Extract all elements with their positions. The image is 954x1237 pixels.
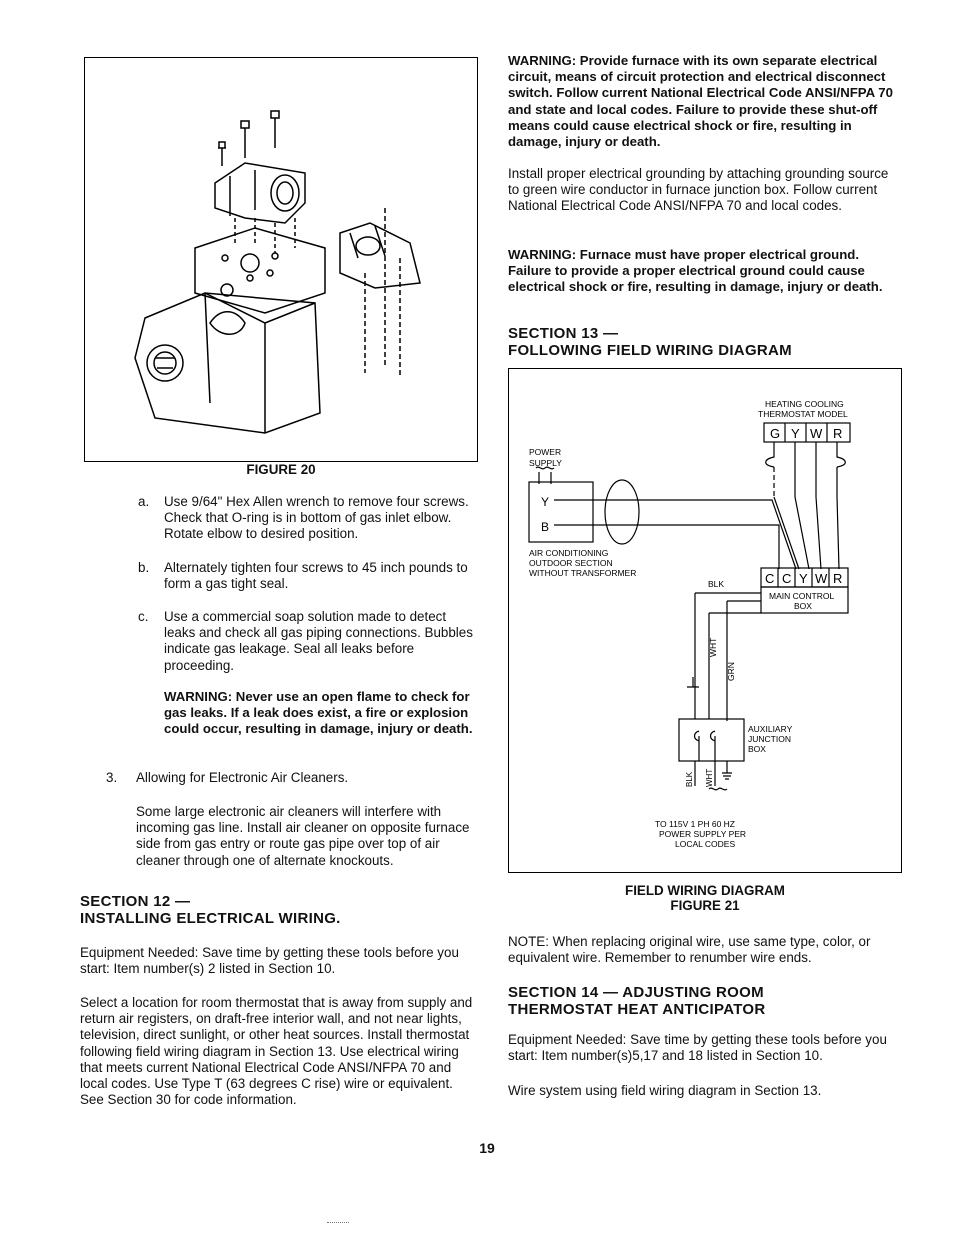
ac-terminal-y: Y	[541, 495, 550, 509]
auxiliary-junction-box	[679, 719, 744, 761]
aux-label-3: BOX	[748, 744, 766, 754]
thermostat-label-2: THERMOSTAT MODEL	[758, 409, 848, 419]
section-13-title	[508, 325, 908, 359]
section-13-title-line1: SECTION 13 —	[508, 325, 619, 342]
warning-gas-leak: WARNING: Never use an open flame to check for gas leaks. If a leak does exist, a fire or explosion could occur, resulting in damage, injury or death.	[164, 689, 473, 737]
thermostat-label-1: HEATING COOLING	[765, 399, 844, 409]
figure-20-caption: FIGURE 20	[246, 462, 316, 477]
thermostat-terminal-r: R	[833, 426, 843, 441]
figure-21-box	[508, 368, 902, 873]
section-13-title-line2: FOLLOWING FIELD WIRING DIAGRAM	[508, 342, 792, 359]
grounding-paragraph: Install proper electrical grounding by attaching grounding source to green wire conductor in furnace junction box. Follow current National Electrical Code ANSI/NFPA 70 and local codes.	[508, 166, 889, 214]
main-control-label-1: MAIN CONTROL	[769, 591, 835, 601]
section-14-title	[508, 984, 908, 1018]
main-control-label-2: BOX	[794, 601, 812, 611]
supply-note-2: POWER SUPPLY PER	[659, 829, 747, 839]
blk-bottom-label: BLK	[685, 771, 694, 787]
figure-21-caption-line2: FIGURE 21	[670, 898, 740, 913]
item-text: Allowing for Electronic Air Cleaners.	[136, 770, 349, 785]
main-terminal-c2: C	[782, 571, 792, 586]
item-3	[106, 770, 478, 788]
air-cleaner-paragraph: Some large electronic air cleaners will interfere with incoming gas line. Install air cleaner on opposite furnace side from gas entry or route gas pipe over top of air cleaner through one of alternate knockouts.	[136, 804, 470, 868]
ac-label-3: WITHOUT TRANSFORMER	[529, 568, 637, 578]
main-terminal-w: W	[815, 571, 828, 586]
thermostat-terminal-y: Y	[791, 426, 800, 441]
section-12-equipment: Equipment Needed: Save time by getting these tools before you start: Item number(s) 2 listed in Section 10.	[80, 945, 459, 977]
thermostat-terminal-w: W	[810, 426, 823, 441]
power-label-2: SUPPLY	[529, 458, 562, 468]
ac-outdoor-unit-box	[529, 482, 593, 542]
field-wiring-diagram	[509, 369, 901, 872]
figure-21-caption-line1: FIELD WIRING DIAGRAM	[625, 883, 785, 898]
step-a	[138, 494, 478, 544]
section-14-paragraph: Wire system using field wiring diagram in Section 13.	[508, 1083, 822, 1098]
grn-label: GRN	[726, 662, 736, 681]
wire-replacement-note: NOTE: When replacing original wire, use same type, color, or equivalent wire. Remember to renumber wire ends.	[508, 934, 871, 966]
step-marker: a.	[138, 494, 150, 509]
power-label-1: POWER	[529, 447, 562, 457]
gas-valve-illustration	[85, 58, 477, 461]
main-terminal-c1: C	[765, 571, 775, 586]
figure-21-caption	[508, 883, 902, 913]
aux-label-1: AUXILIARY	[748, 724, 793, 734]
section-12-paragraph: Select a location for room thermostat that is away from supply and return air registers, on draft-free interior wall, and not near lights, television, direct sunlight, or other heat sources. Install thermostat following field wiring diagram in Section 13. Use electrical wiring that meets current National Electrical Code ANSI/NFPA 70 and local codes. Use Type T (63 degrees C rise) wire or equivalent. See Section 30 for code information.	[80, 995, 473, 1108]
ac-label-2: OUTDOOR SECTION	[529, 558, 613, 568]
main-terminal-r: R	[833, 571, 843, 586]
section-14-title-line1: SECTION 14 — ADJUSTING ROOM	[508, 984, 764, 1001]
step-text: Alternately tighten four screws to 45 inch pounds to form a gas tight seal.	[164, 560, 468, 592]
supply-note-1: TO 115V 1 PH 60 HZ	[655, 819, 735, 829]
item-marker: 3.	[106, 770, 118, 785]
supply-note-3: LOCAL CODES	[675, 839, 736, 849]
section-14-equipment: Equipment Needed: Save time by getting these tools before you start: Item number(s)5,17 and 18 listed in Section 10.	[508, 1032, 887, 1064]
blk-top-label: BLK	[708, 579, 725, 589]
step-b	[138, 560, 478, 594]
figure-20-box	[84, 57, 478, 462]
main-terminal-y: Y	[799, 571, 808, 586]
section-12-title-line1: SECTION 12 —	[80, 893, 191, 910]
step-marker: c.	[138, 609, 149, 624]
warning-circuit: WARNING: Provide furnace with its own separate electrical circuit, means of circuit protection and electrical disconnect switch. Follow current National Electrical Code ANSI/NFPA 70 and state and local codes. Failure to provide these shut-off means could cause electrical shock or fire, resulting in damage, injury or death.	[508, 53, 893, 150]
ac-label-1: AIR CONDITIONING	[529, 548, 609, 558]
wht-bottom-label: WHT	[705, 768, 714, 787]
footer-mark	[327, 1222, 349, 1223]
page-number: 19	[479, 1140, 495, 1156]
ac-terminal-b: B	[541, 520, 550, 534]
step-text: Use a commercial soap solution made to detect leaks and check all gas piping connections. Bubbles indicate gas leakage. Seal all leaks before proceeding.	[164, 609, 473, 673]
step-marker: b.	[138, 560, 150, 575]
step-text: Use 9/64" Hex Allen wrench to remove four screws. Check that O-ring is in bottom of gas inlet elbow. Rotate elbow to desired position.	[164, 494, 469, 542]
warning-ground: WARNING: Furnace must have proper electrical ground. Failure to provide a proper electrical ground could cause electrical shock or fire, resulting in damage, injury or death.	[508, 247, 883, 295]
aux-label-2: JUNCTION	[748, 734, 791, 744]
section-14-title-line2: THERMOSTAT HEAT ANTICIPATOR	[508, 1001, 766, 1018]
step-c	[138, 609, 478, 675]
section-12-title	[80, 893, 480, 927]
thermostat-terminal-g: G	[770, 426, 781, 441]
section-12-title-line2: INSTALLING ELECTRICAL WIRING.	[80, 910, 341, 927]
wht-label: WHT	[708, 637, 718, 657]
